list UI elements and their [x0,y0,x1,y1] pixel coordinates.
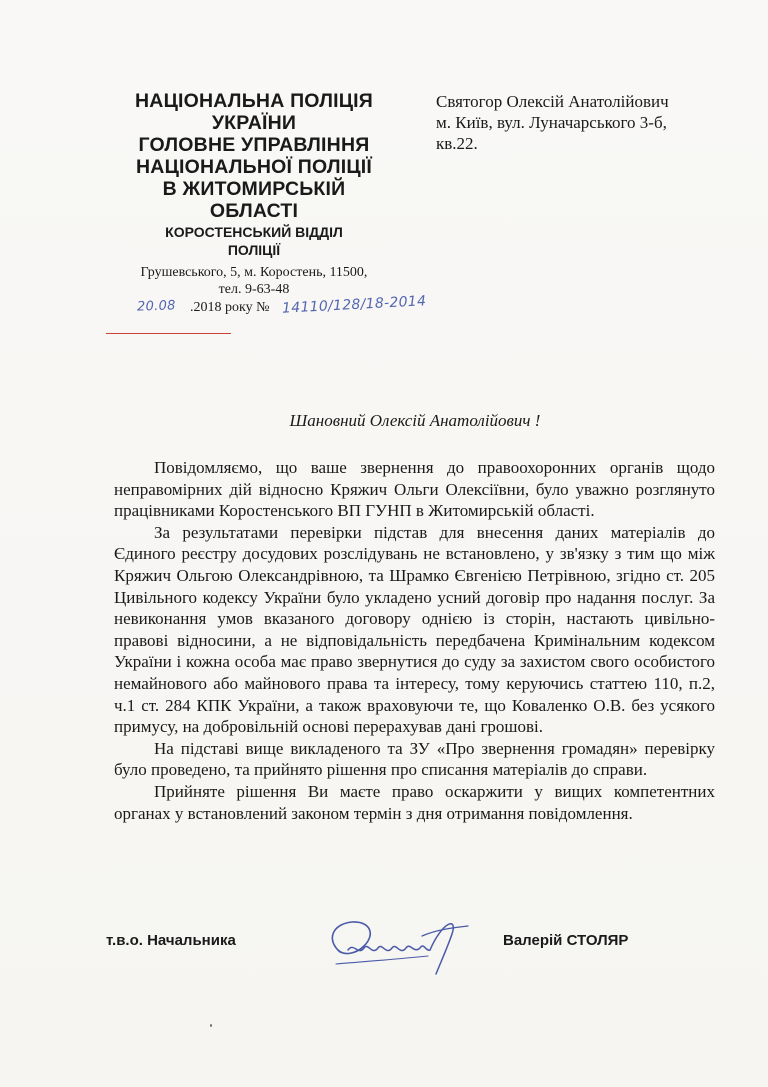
org-name-line-4: НАЦІОНАЛЬНОЇ ПОЛІЦІЇ [136,156,372,178]
org-name-line-5: В ЖИТОМИРСЬКІЙ [162,178,346,200]
handwritten-ref-number: 14110/128/18-2014 [281,293,427,317]
dept-name-line-2: ПОЛІЦІЇ [227,242,281,258]
recipient-block [436,91,726,154]
dept-name-line-1: КОРОСТЕНСЬКИЙ ВІДДІЛ [165,224,343,240]
signatory-title: т.в.о. Начальника [106,932,236,949]
recipient-apartment: кв.22. [436,134,478,153]
letter-body [114,457,715,824]
org-name-line-3: ГОЛОВНЕ УПРАВЛІННЯ [138,134,370,156]
recipient-address: м. Київ, вул. Луначарського 3-б, [436,113,667,132]
reference-underline [106,333,231,334]
letterhead [106,90,402,298]
body-paragraph: Прийняте рішення Ви маєте право оскаржити у вищих компетентних органах у встановлений законом термін з дня отримання повідомлення. [114,781,715,823]
body-paragraph: Повідомляємо, що ваше звернення до правоохоронних органів щодо неправомірних дій відносно Кряжич Ольги Олексіївни, було уважно розглянуто працівниками Коростенського ВП ГУНП в Житомирській області. [114,458,715,521]
body-paragraph: На підставі вище викладеного та ЗУ «Про звернення громадян» перевірку було проведено, та прийнято рішення про списання матеріалів до справи. [114,738,715,780]
salutation: Шановний Олексій Анатолійович ! [289,411,541,430]
org-address: Грушевського, 5, м. Коростень, 11500, [140,265,368,280]
handwritten-signature [318,912,478,982]
signatory-name: Валерій СТОЛЯР [503,932,629,949]
org-name-line-1: НАЦІОНАЛЬНА ПОЛІЦІЯ [135,90,373,112]
org-name-line-6: ОБЛАСТІ [209,200,299,222]
paper-speck [210,1024,212,1027]
recipient-name: Святогор Олексій Анатолійович [436,92,669,111]
handwritten-date: 20.08 [136,298,176,315]
org-name-line-2: УКРАЇНИ [211,112,297,134]
reference-printed: .2018 року № [190,300,270,315]
org-phone: тел. 9-63-48 [218,282,290,297]
body-paragraph: За результатами перевірки підстав для внесення даних матеріалів до Єдиного реєстру досудових розслідувань не встановлено, у зв'язку з тим що між Кряжич Ольгою Олександрівною, та Шрамко Євгенією Петрівною, згідно ст. 205 Цивільного кодексу України було укладено усний договір про надання послуг. За невиконання умов вказаного договору однією із сторін, настають цивільно-правові відносини, а не відповідальність передбачена Кримінальним кодексом України і кожна особа має право звернутися до суду за захистом свого особистого немайнового або майнового права та інтересу, тому керуючись статтею 110, п.2, ч.1 ст. 284 КПК України, а також враховуючи те, що Коваленко О.В. без усякого примусу, на добровільній основі перерахував дані грошові. [114,522,715,737]
